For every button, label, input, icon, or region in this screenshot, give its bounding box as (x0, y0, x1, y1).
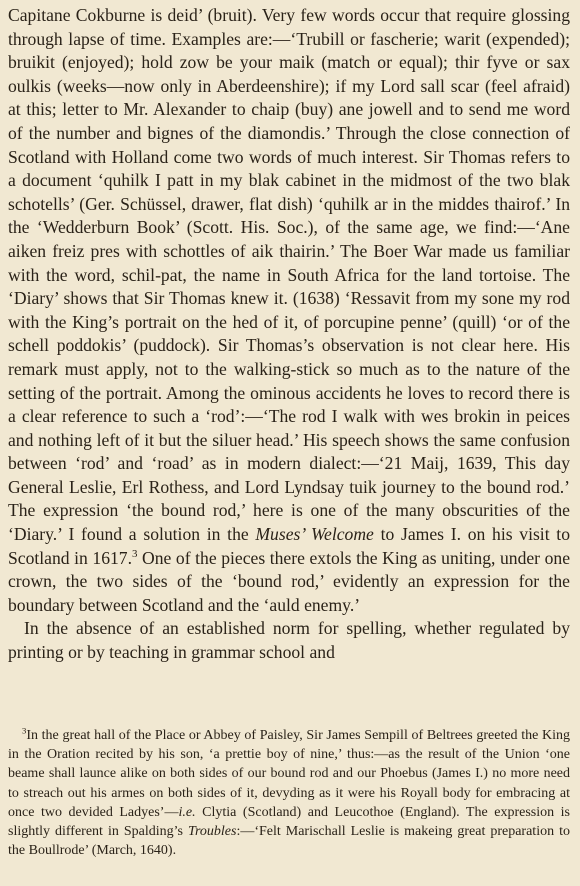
body-text (8, 4, 570, 665)
footnote-marker: 3 (22, 725, 27, 736)
footnote-text-2: Clytia (Scotland) and Leucothoe (England). The expression is slightly different in Spalding’s (8, 804, 570, 840)
muses-welcome-title: Muses’ Welcome (255, 524, 374, 545)
paragraph-1-end: One of the pieces there extols the King as uniting, under one crown, the two sides of the ‘bound rod,’ evidently an expression for the boundary between Scotland and the ‘auld enemy.’ (8, 547, 571, 615)
paragraph-1-text: Capitane Cokburne is deid’ (bruit). Very few words occur that require glossing through lapse of time. Examples are:—‘Trubill or fascherie; warit (expended); bruikit (enjoyed); hold zow be your maik (match or equal); thir fyve or sax oulkis (weeks—now only in Aberdeenshire); if my Lord sall scar (feel afraid) at this; letter to Mr. Alexander to chaip (buy) ane jowell and to send me word of the number and bignes of the diamondis.’ Through the close connection of Scotland with Holland come two words of much interest. Sir Thomas refers to a document ‘quhilk I patt in my blak cabinet in the midmost of the two blak schotells’ (Ger. Schüssel, drawer, flat dish) ‘quhilk ar in the middes thairof.’ In the ‘Wedderburn Book’ (Scott. His. Soc.), of the same age, we find:—‘Ane aiken freiz pres with schottles of aik thairin.’ The Boer War made us familiar with the word, schil-pat, the name in South Africa for the land tortoise. The ‘Diary’ shows that Sir Thomas knew it. (1638) ‘Ressavit from my sone my rod with the King’s portrait on the hed of it, of porcupine penne’ (quill) ‘or of the schell poddokis’ (puddock). Sir Thomas’s observation is not clear here. His remark must apply, not to the walking-stick so much as to the nature of the setting of the portrait. Among the ominous accidents he loves to record there is a clear reference to such a ‘rod’:—‘The rod I walk with wes brokin in peices and nothing left of it but the siluer head.’ His speech shows the same confusion between ‘rod’ and ‘road’ as in modern dialect:—‘21 Maij, 1639, This day General Leslie, Erl Rothess, and Lord Lyndsay tuik journey to the bound rod.’ The expression ‘the bound rod,’ here is one of the many obscurities of the ‘Diary.’ I found a solution in the (8, 5, 570, 545)
footnote-troubles-title: Troubles (187, 824, 237, 840)
footnote-ie: i.e. (178, 804, 196, 820)
paragraph-1-tail: to James I. on his visit to Scotland in 1617. (8, 524, 570, 568)
footnote-text-1: In the great hall of the Place or Abbey of Paisley, Sir James Sempill of Beltrees greeted the King in the Oration recited by his son, ‘a prettie boy of nine,’ thus:—as the result of the Union ‘one beame shall launce alike on both sides of our bound rod and our Phoebus (James I.) no more need to streach out his armes on both sides of it, devyding as it were his Royall body for embracing at once two devided Ladyes’— (8, 728, 570, 820)
footnote-text-3: :—‘Felt Marischall Leslie is makeing great preparation to the Boullrode’ (March, 1640). (8, 824, 570, 859)
footnote-3 (8, 726, 570, 860)
paragraph-2: In the absence of an established norm for spelling, whether regulated by printing or by teaching in grammar school and (8, 618, 570, 663)
paragraph-1 (8, 4, 570, 617)
footnote-ref-3: 3 (132, 547, 138, 560)
footnote (8, 726, 570, 860)
